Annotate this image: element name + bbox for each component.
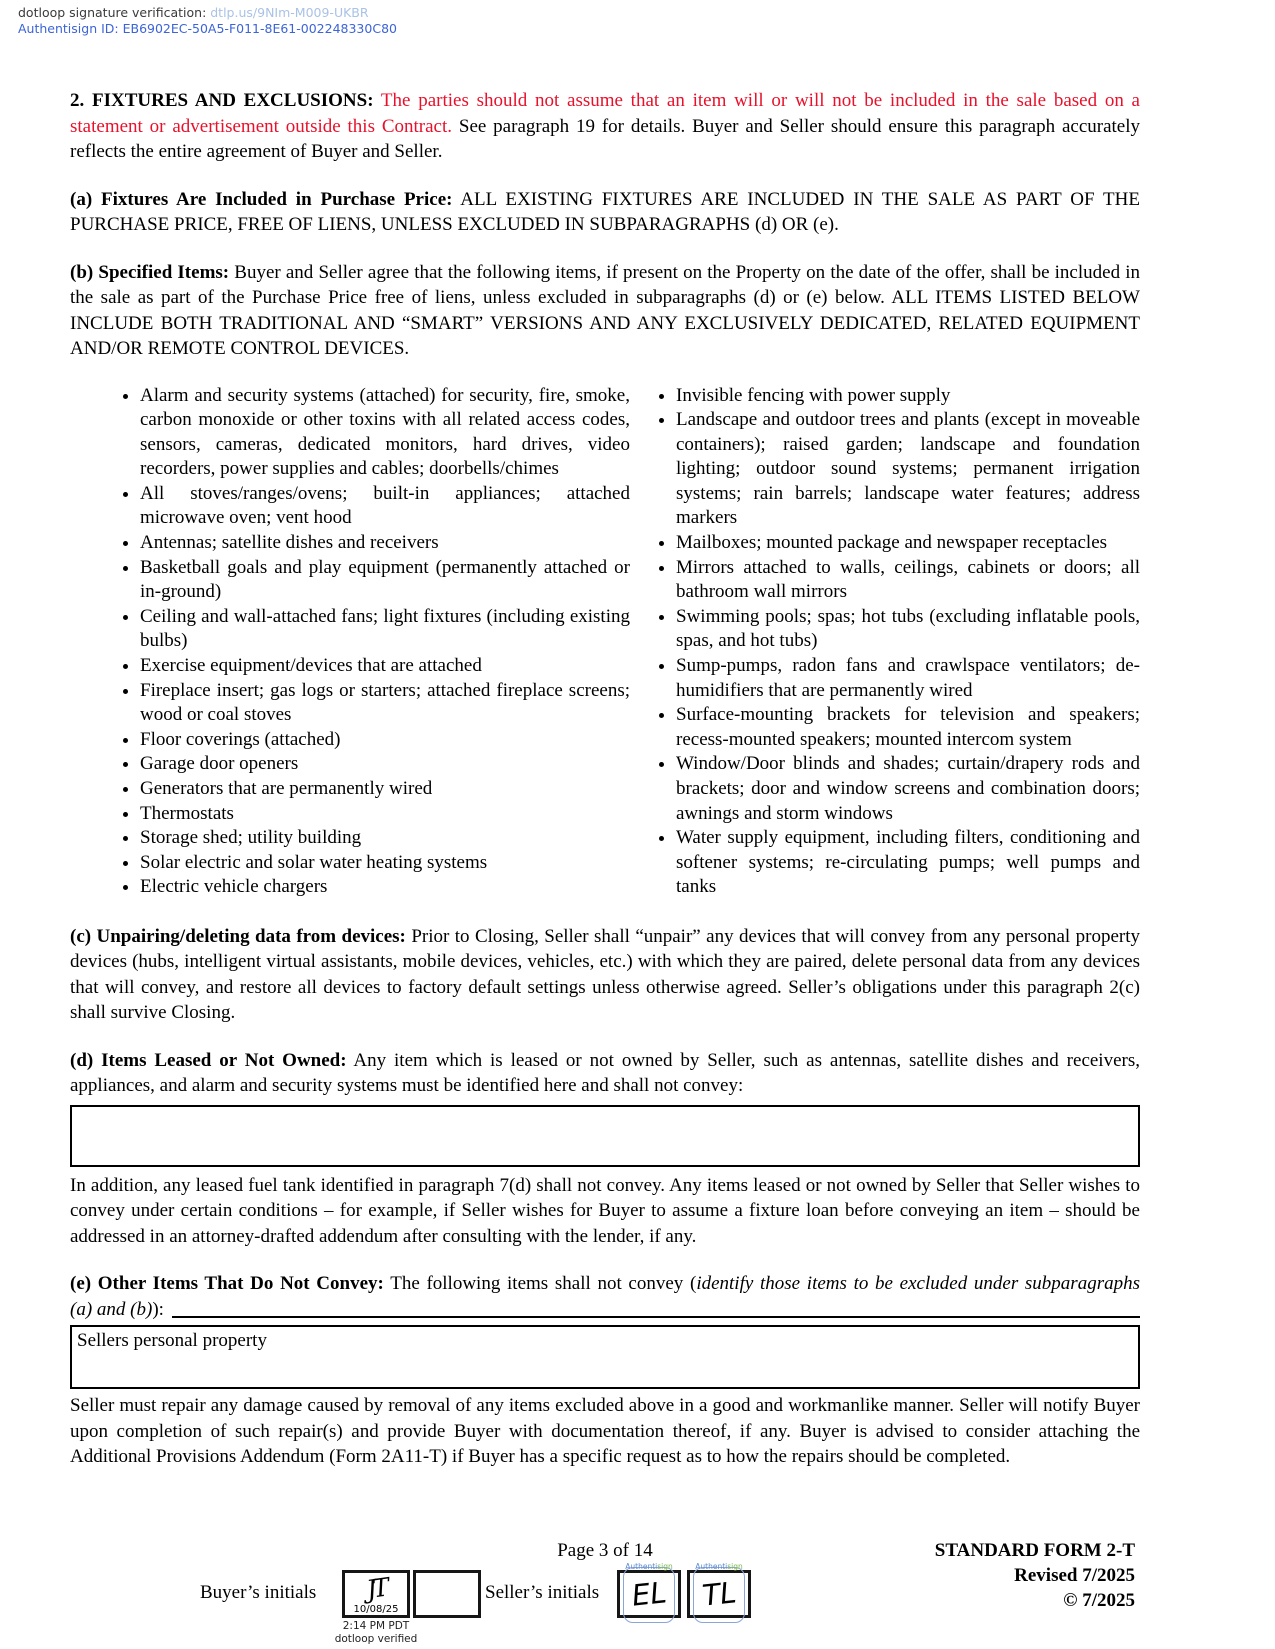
- stamp-time: 2:14 PM PDT: [342, 1620, 410, 1632]
- list-item: • Alarm and security systems (attached) for security, fire, smoke, carbon monoxide or other toxins with all related access codes, sensors, cameras, dedicated monitors, hard drives, video recorders, power supplies and cables; doorbells/chimes: [140, 384, 630, 482]
- items-not-owned-field[interactable]: [70, 1105, 1140, 1167]
- paragraph-e-line1: [70, 1271, 1140, 1297]
- list-item: • Storage shed; utility building: [140, 826, 630, 851]
- list-item: • Surface-mounting brackets for television and speakers; recess-mounted speakers; mounted intercom system: [676, 703, 1140, 752]
- list-item: • Solar electric and solar water heating systems: [140, 851, 630, 876]
- list-item: • Garage door openers: [140, 752, 630, 777]
- buyer-initials-date: 10/08/25: [353, 1604, 399, 1615]
- included-items-columns: [70, 384, 1140, 900]
- seller-initials-signature-1: EL: [630, 1574, 668, 1614]
- buyer-initials-signature: JT: [364, 1572, 388, 1605]
- list-item: • Landscape and outdoor trees and plants (except in moveable containers); raised garden; landscape and foundation lighting; outdoor sound systems; permanent irrigation systems; rain barrels; landscape water features; address markers: [676, 408, 1140, 531]
- list-item: • Thermostats: [140, 802, 630, 827]
- dotloop-stamp-meta: [328, 1620, 424, 1645]
- list-item: • Window/Door blinds and shades; curtain/drapery rods and brackets; door and window screens and combination doors; awnings and storm windows: [676, 752, 1140, 826]
- list-item: • Fireplace insert; gas logs or starters; attached fireplace screens; wood or coal stoves: [140, 679, 630, 728]
- paragraph-e-italic: identify those items to be excluded under subparagraphs: [696, 1273, 1140, 1295]
- paragraph-d-title: (d) Items Leased or Not Owned:: [70, 1049, 347, 1071]
- authentisign-logo: Authentisign: [625, 1562, 673, 1571]
- section-2-title: 2. FIXTURES AND EXCLUSIONS:: [70, 90, 374, 111]
- paragraph-a: [70, 187, 1140, 238]
- list-item: • Swimming pools; spas; hot tubs (excluding inflatable pools, spas, and hot tubs): [676, 605, 1140, 654]
- buyer-initials-box-1[interactable]: [342, 1570, 410, 1618]
- verification-link[interactable]: dtlp.us/9NIm-M009-UKBR: [210, 5, 369, 20]
- list-item: • Mirrors attached to walls, ceilings, cabinets or doors; all bathroom wall mirrors: [676, 556, 1140, 605]
- stamp-verified: dotloop verified: [334, 1632, 418, 1645]
- paragraph-b: [70, 260, 1140, 362]
- page-number: Page 3 of 14: [557, 1540, 653, 1561]
- buyer-initials-box-2[interactable]: [413, 1570, 481, 1618]
- paragraph-a-text: ALL EXISTING FIXTURES ARE INCLUDED IN THE SALE AS PART OF THE PURCHASE PRICE, FREE OF LIENS, UNLESS EXCLUDED IN SUBPARAGRAPHS (d) OR (e).: [70, 188, 1140, 235]
- section-2-rest: See paragraph 19 for details. Buyer and Seller should ensure this paragraph accurately reflects the entire agreement of Buyer and Seller.: [70, 115, 1141, 162]
- included-items-left-column: [70, 384, 630, 900]
- list-item: • Generators that are permanently wired: [140, 777, 630, 802]
- list-item: • All stoves/ranges/ovens; built-in appliances; attached microwave oven; vent hood: [140, 482, 630, 531]
- paragraph-b-text: Buyer and Seller agree that the following items, if present on the Property on the date of the offer, shall be included in the sale as part of the Purchase Price free of liens, unless excluded in subparagraphs (d) or (e) below. ALL ITEMS LISTED BELOW INCLUDE BOTH TRADITIONAL AND “SMART” VERSIONS AND ANY EXCLUSIVELY DEDICATED, RELATED EQUIPMENT AND/OR REMOTE CONTROL DEVICES.: [70, 261, 1141, 359]
- dotloop-verification-label: dotloop signature verification:: [18, 5, 211, 20]
- list-item: • Ceiling and wall-attached fans; light fixtures (including existing bulbs): [140, 605, 630, 654]
- paragraph-e-after: ):: [152, 1298, 164, 1320]
- form-copyright: © 7/2025: [1063, 1590, 1135, 1611]
- paragraph-in-addition: In addition, any leased fuel tank identified in paragraph 7(d) shall not convey. Any items leased or not owned by Seller that Seller wishes to convey under certain conditions – for example, if Seller wishes for Buyer to assume a fixture loan before conveying an item – should be addressed in an attorney-drafted addendum after consulting with the lender, if any.: [70, 1174, 1140, 1247]
- paragraph-e-title: (e) Other Items That Do Not Convey:: [70, 1273, 384, 1295]
- paragraph-a-title: (a) Fixtures Are Included in Purchase Price:: [70, 188, 453, 210]
- authentisign-id: Authentisign ID: EB6902EC-50A5-F011-8E61-002248330C80: [18, 20, 397, 36]
- paragraph-b-title: (b) Specified Items:: [70, 261, 230, 283]
- buyers-initials-label: Buyer’s initials: [200, 1582, 317, 1603]
- list-item: • Invisible fencing with power supply: [676, 384, 1140, 409]
- list-item: • Basketball goals and play equipment (permanently attached or in-ground): [140, 556, 630, 605]
- list-item: • Mailboxes; mounted package and newspaper receptacles: [676, 531, 1140, 556]
- list-item: • Electric vehicle chargers: [140, 875, 630, 900]
- other-items-field[interactable]: Sellers personal property: [70, 1325, 1140, 1389]
- paragraph-repair: Seller must repair any damage caused by removal of any items excluded above in a good and workmanlike manner. Seller will notify Buyer upon completion of such repair(s) and provide Buyer with documentation thereof, if any. Buyer is advised to consider attaching the Additional Provisions Addendum (Form 2A11-T) if Buyer has a specific request as to how the repairs should be completed.: [70, 1395, 1140, 1468]
- list-item: • Exercise equipment/devices that are attached: [140, 654, 630, 679]
- dotloop-verification-line: [18, 5, 397, 21]
- paragraph-e-normal: The following items shall not convey (: [383, 1273, 697, 1295]
- paragraph-e-line2: [70, 1297, 1140, 1323]
- verification-header: [18, 5, 397, 36]
- seller-initials-signature-2: TL: [700, 1575, 738, 1613]
- paragraph-d-text: Any item which is leased or not owned by Seller, such as antennas, satellite dishes and receivers, appliances, and alarm and security systems must be identified here and shall not convey:: [70, 1049, 1140, 1097]
- paragraph-d: [70, 1048, 1140, 1099]
- list-item: • Sump-pumps, radon fans and crawlspace ventilators; de-humidifiers that are permanently wired: [676, 654, 1140, 703]
- list-item: • Antennas; satellite dishes and receivers: [140, 531, 630, 556]
- paragraph-c-text: Prior to Closing, Seller shall “unpair” any devices that will convey from any personal property devices (hubs, intelligent virtual assistants, mobile devices, vehicles, etc.) with which they are paired, delete personal data from any devices that will convey, and restore all devices to factory default settings unless otherwise agreed. Seller’s obligations under this paragraph 2(c) shall survive Closing.: [70, 925, 1140, 1024]
- paragraph-c: [70, 924, 1140, 1026]
- form-revised: Revised 7/2025: [1014, 1565, 1135, 1586]
- paragraph-c-title: (c) Unpairing/deleting data from devices:: [70, 925, 406, 947]
- included-items-right-column: [630, 384, 1140, 900]
- paragraph-e-italic2: (a) and (b): [70, 1298, 153, 1320]
- authentisign-logo: Authentisign: [695, 1562, 743, 1571]
- form-info: [935, 1538, 1135, 1613]
- list-item: • Floor coverings (attached): [140, 728, 630, 753]
- sellers-initials-label: Seller’s initials: [485, 1582, 600, 1603]
- form-name: STANDARD FORM 2-T: [934, 1540, 1135, 1561]
- seller-initials-box-1[interactable]: [617, 1562, 681, 1618]
- seller-initials-box-2[interactable]: [687, 1562, 751, 1618]
- section-2-paragraph: [70, 88, 1140, 165]
- document-body: [70, 88, 1140, 1470]
- included-items-list-right: [630, 384, 1140, 900]
- section-2-warning: The parties should not assume that an item will or will not be included in the sale based on a statement or advertisement outside this Contract.: [70, 90, 1140, 137]
- included-items-list-left: [70, 384, 630, 900]
- fill-in-line[interactable]: [172, 1316, 1140, 1318]
- list-item: • Water supply equipment, including filters, conditioning and softener systems; re-circulating pumps; well pumps and tanks: [676, 826, 1140, 900]
